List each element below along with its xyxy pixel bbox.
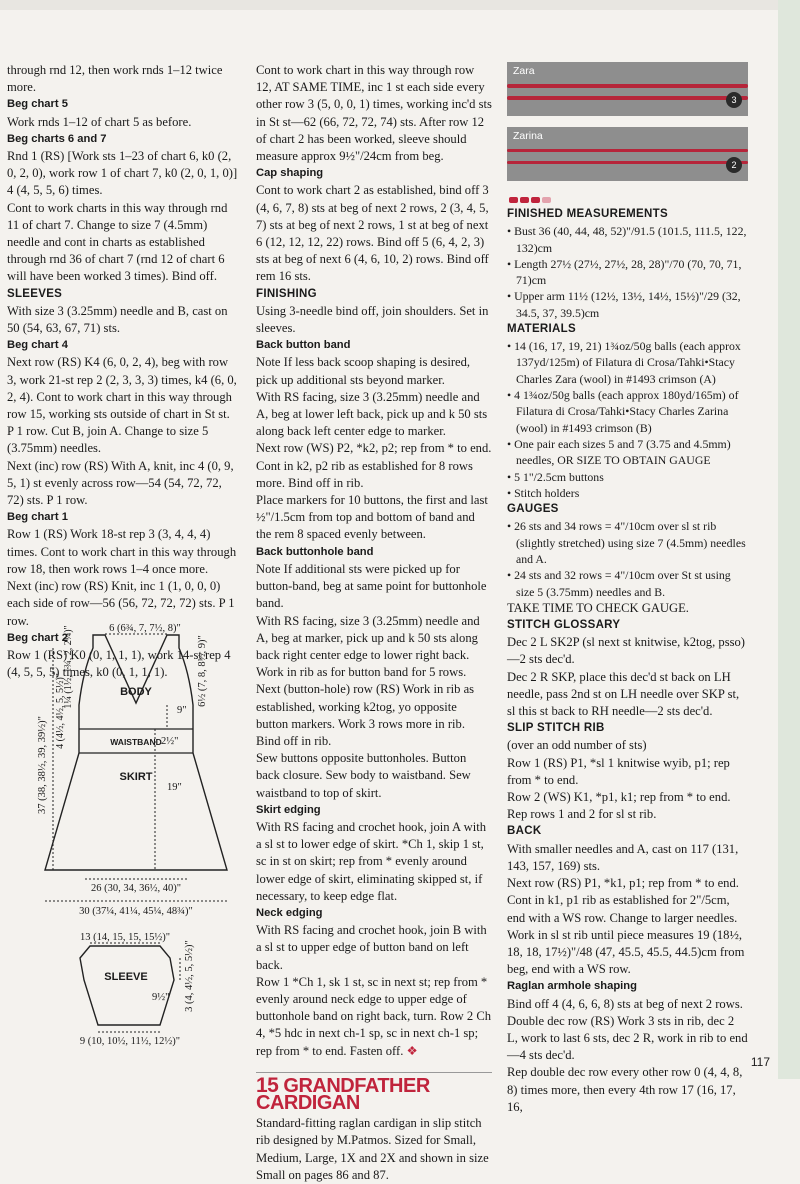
- top-edge: [0, 0, 800, 10]
- list-item: • 4 1¾oz/50g balls (each approx 180yd/165m) of Filatura di Crosa/Tahki•Stacy Charles Zarina (wool) in #1493 crimson (B): [507, 388, 739, 435]
- waist-width-label: 26 (30, 34, 36½, 40)": [90, 883, 182, 894]
- paragraph: Cont to work charts in this way through rnd 11 of chart 7. Change to size 7 (4.5mm) needle and cont in charts as established through rnd 36 of chart 7 (rnd 12 of chart 6 will have been worked 3 times). Bind off.: [7, 200, 228, 284]
- sleeve-top-label: 13 (14, 15, 15, 15½)": [79, 932, 171, 943]
- subheading: Neck edging: [256, 906, 323, 919]
- body-schematic: [5, 615, 245, 925]
- yarn-swatch-zarina: [507, 127, 748, 181]
- sleeve-cap-label: 3 (4, 4½, 5, 5½)": [184, 940, 195, 1012]
- paragraph: Row 2 (WS) K1, *p1, k1; rep from * to end.: [507, 790, 731, 805]
- sleeve-schematic: [60, 928, 240, 1048]
- end-mark: ❖: [406, 1043, 418, 1058]
- column-1: [7, 62, 239, 681]
- page-number: 117: [750, 1055, 770, 1069]
- yarn-weight-badge: 3: [726, 92, 742, 108]
- paragraph: With RS facing, size 3 (3.25mm) needle and A, beg at lower left back, pick up and k 50 sts along back left center edge to marker.: [256, 389, 488, 439]
- section-heading: STITCH GLOSSARY: [507, 619, 621, 632]
- paragraph: Note If additional sts were picked up for button-band, beg at same point for buttonhole band.: [256, 561, 487, 611]
- paragraph: Next row (RS) K4 (6, 0, 2, 4), beg with row 3, work 21-st rep 2 (2, 3, 3, 3) times, k4 (6, 0, 2, 4). Cont to work chart in this way through row 15, working sts outside of chart in St st. P 1 row. Cut B, join A. Change to size 5 (3.75mm) needles.: [7, 355, 237, 456]
- swatch-label: Zarina: [513, 130, 543, 142]
- paragraph: With size 3 (3.25mm) needle and B, cast on 50 (54, 63, 67, 71) sts.: [7, 303, 228, 336]
- neck-depth-label: 6½ (7, 8, 8½, 9)": [197, 635, 208, 707]
- yarn-weight-badge: 2: [726, 157, 742, 173]
- page-edge-strip: [778, 0, 800, 1079]
- paragraph: Double dec row (RS) Work 3 sts in rib, dec 2 L, work to last 6 sts, dec 2 R, work in rib to end—4 sts dec'd.: [507, 1013, 748, 1063]
- subheading: Beg chart 1: [7, 511, 68, 524]
- subheading: Cap shaping: [256, 167, 324, 180]
- paragraph: With RS facing and crochet hook, join B with a sl st to upper edge of button band on left back.: [256, 923, 487, 972]
- paragraph: Sew buttons opposite buttonholes. Button back closure. Sew body to waistband. Sew waistband to top of skirt.: [256, 751, 471, 800]
- list-item: • Stitch holders: [507, 485, 580, 500]
- list-item: • 14 (16, 17, 19, 21) 1¾oz/50g balls (each approx 137yd/125m) of Filatura di Crosa/Tahki•Stacy Charles Zara (wool) in #1493 crimson (A): [507, 339, 741, 386]
- skill-pip: [509, 197, 518, 203]
- pattern-title: [256, 1073, 492, 1114]
- list-item: • 26 sts and 34 rows = 4"/10cm over sl st rib (slightly stretched) using size 7 (4.5mm) needles and A.: [507, 519, 746, 566]
- yarn-swatch-zara: [507, 62, 748, 116]
- list-item: • Bust 36 (40, 44, 48, 52)"/91.5 (101.5, 111.5, 122, 132)cm: [507, 224, 747, 255]
- paragraph: With RS facing, size 3 (3.25mm) needle and A, beg at marker, pick up and k 50 sts along back right center edge to lower right back. Work in rib as for button band for 5 rows. Next (button-hole) row (RS) Work in rib as established, working k2tog, yo opposite button markers. Work 3 rows more in rib. Bind off in rib.: [256, 613, 480, 748]
- subheading: Beg chart 4: [7, 339, 68, 352]
- paragraph: Next row (WS) P2, *k2, p2; rep from * to end. Cont in k2, p2 rib as established for 8 rows more. Bind off in rib.: [256, 441, 492, 490]
- pattern-number: 15: [256, 1073, 279, 1097]
- list-item: • Upper arm 11½ (12½, 13½, 14½, 15½)"/29 (32, 34.5, 37, 39.5)cm: [507, 289, 741, 320]
- neck-edging-text: Row 1 *Ch 1, sk 1 st, sc in next st; rep from * evenly around neck edge to upper edge of buttonhole band on right back, turn. Row 2 Ch 4, *5 hdc in next ch-1 sp, sc in next ch-1 sp; rep from * to end. Fasten off.: [256, 974, 492, 1058]
- section-heading: BACK: [507, 825, 542, 838]
- shoulder-label: 1¼ (1½, 1¾, 2, 2¼)": [63, 625, 74, 709]
- paragraph: Row 1 (RS) Work 18-st rep 3 (3, 4, 4, 4) times. Cont to work chart in this way through row 18, then work rows 1–4 once more.: [7, 527, 237, 576]
- paragraph: With RS facing and crochet hook, join A with a sl st to lower edge of skirt. *Ch 1, skip 1 st, sc in st on skirt; rep from * evenly around lower edge of skirt, eliminating skipped st, if necessary, to keep edge flat.: [256, 819, 486, 903]
- paragraph: (over an odd number of sts): [507, 738, 647, 753]
- paragraph: Rnd 1 (RS) [Work sts 1–23 of chart 6, k0 (2, 0, 2, 0), work row 1 of chart 7, k0 (2, 0, 1, 0)] 4 (4, 5, 5, 6) times.: [7, 149, 238, 198]
- skill-pip: [520, 197, 529, 203]
- paragraph: Cont to work chart in this way through row 12, AT SAME TIME, inc 1 st each side every other row 3 (5, 0, 0, 1) times, working inc'd sts in St st—62 (66, 72, 72, 74) sts. After row 12 of chart 2 has been worked, sleeve should measure approx 9½"/24cm from beg.: [256, 63, 492, 164]
- section-heading: FINISHING: [256, 287, 317, 300]
- skill-pip: [542, 197, 551, 203]
- column-3: [507, 206, 748, 1116]
- list-item: • One pair each sizes 5 and 7 (3.75 and 4.5mm) needles, OR SIZE TO OBTAIN GAUGE: [507, 436, 731, 468]
- paragraph: Using 3-needle bind off, join shoulders. Set in sleeves.: [256, 303, 489, 336]
- paragraph: Dec 2 L SK2P (sl next st knitwise, k2tog, psso)—2 sts dec'd.: [507, 635, 745, 667]
- sleeve-length-label: 9½": [152, 992, 170, 1003]
- yarn-strand: [507, 149, 748, 152]
- yarn-strand: [507, 96, 748, 100]
- paragraph: Next (inc) row (RS) With A, knit, inc 4 (0, 9, 5, 1) st evenly across row—54 (54, 72, 72, 72) sts. P 1 row.: [7, 458, 234, 508]
- paragraph: With smaller needles and A, cast on 117 (131, 143, 157, 169) sts.: [507, 841, 739, 873]
- section-heading: MATERIALS: [507, 322, 576, 335]
- swatch-label: Zara: [513, 65, 535, 77]
- list-item: • Length 27½ (27½, 27½, 28, 28)"/70 (70, 70, 71, 71)cm: [507, 256, 742, 288]
- paragraph: Next (inc) row (RS) Knit, inc 1 (1, 0, 0, 0) each side of row—56 (56, 72, 72, 72) sts. P 1 row.: [7, 579, 235, 628]
- subheading: Raglan armhole shaping: [507, 980, 637, 993]
- schematic-body-label: BODY: [120, 686, 152, 698]
- paragraph: Next row (RS) P1, *k1, p1; rep from * to end.: [507, 876, 739, 891]
- paragraph: Rep rows 1 and 2 for sl st rib.: [507, 807, 657, 822]
- column-2: [256, 62, 492, 1184]
- subheading: Beg chart 5: [7, 98, 68, 111]
- neck-width-label: 6 (6¾, 7, 7½, 8)": [109, 623, 181, 634]
- section-heading: FINISHED MEASUREMENTS: [507, 208, 668, 220]
- paragraph: Dec 2 R SKP, place this dec'd st back on LH needle, pass 2nd st on LH needle over SKP st, sl this st back to RH needle—2 sts dec'd.: [507, 669, 740, 719]
- skill-pip: [531, 197, 540, 203]
- subheading: Beg chart 2: [7, 631, 68, 644]
- subheading: Back buttonhole band: [256, 545, 374, 558]
- body-length-label: 9": [177, 705, 187, 716]
- waistband-length-label: 2½": [161, 736, 179, 747]
- pattern-name: GRANDFATHER CARDIGAN: [256, 1074, 430, 1114]
- paragraph: Work rnds 1–12 of chart 5 as before.: [7, 114, 192, 129]
- section-heading: SLEEVES: [7, 287, 63, 300]
- divider: [256, 1072, 492, 1073]
- paragraph: Row 1 (RS) P1, *sl 1 knitwise wyib, p1; rep from * to end.: [507, 755, 730, 787]
- subheading: Beg charts 6 and 7: [7, 132, 107, 145]
- paragraph: through rnd 12, then work rnds 1–12 twice more.: [7, 63, 223, 95]
- paragraph: Place markers for 10 buttons, the first and last ½"/1.5cm from top and bottom of band and the rem 8 spaced evenly between.: [256, 493, 488, 542]
- paragraph: Cont in k1, p1 rib as established for 2"/5cm, end with a WS row. Change to larger needles.: [507, 893, 738, 925]
- subheading: Back button band: [256, 339, 351, 352]
- list-item: • 24 sts and 32 rows = 4"/10cm over St st using size 5 (3.75mm) needles and B.: [507, 568, 731, 599]
- yarn-strand: [507, 161, 748, 164]
- subheading: Skirt edging: [256, 803, 321, 816]
- total-length-label: 37 (38, 38½, 39, 39½)": [37, 716, 48, 814]
- paragraph: Row 1 (RS) K0 (0, 1, 1, 1), work 14-st rep 4 (4, 5, 5, 5) times, k0 (0, 1, 1, 1).: [7, 647, 231, 680]
- section-heading: GAUGES: [507, 503, 559, 516]
- armhole-depth-label: 4 (4½, 4½, 5, 5½)": [55, 673, 66, 749]
- list-item: • 5 1"/2.5cm buttons: [507, 469, 604, 484]
- section-heading: SLIP STITCH RIB: [507, 722, 605, 735]
- paragraph: Rep double dec row every other row 0 (4, 4, 8, 8) times more, then every 4th row 17 (16, 17, 16,: [507, 1065, 743, 1114]
- paragraph: Standard-fitting raglan cardigan in slip stitch rib designed by M.Patmos. Sized for Small, Medium, Large, 1X and 2X and shown in size Small on pages 86 and 87.: [256, 1116, 489, 1182]
- paragraph: [256, 974, 492, 1060]
- sleeve-cuff-label: 9 (10, 10½, 11½, 12½)": [79, 1036, 181, 1047]
- skirt-length-label: 19": [167, 782, 182, 793]
- paragraph: Cont to work chart 2 as established, bind off 3 (4, 6, 7, 8) sts at beg of next 2 rows, 2 (3, 4, 5, 7) sts at beg of next 2 rows, 1 st at beg of next 6 (12, 12, 12, 22) rows. Bind off 5 (6, 4, 2, 3) sts at beg of next 6 (4, 6, 10, 2) rows. Bind off rem 16 sts.: [256, 183, 489, 284]
- schematic-skirt-label: SKIRT: [119, 771, 153, 783]
- hem-width-label: 30 (37¼, 41¼, 45¼, 48¾)": [79, 906, 193, 917]
- paragraph: Bind off 4 (4, 6, 6, 8) sts at beg of next 2 rows.: [507, 996, 743, 1011]
- schematic-sleeve-label: SLEEVE: [104, 971, 148, 983]
- paragraph: Work in sl st rib until piece measures 19 (18½, 18, 18, 17½)"/48 (47, 45.5, 45.5, 44.5)cm from beg, end with a WS row.: [507, 927, 745, 977]
- schematic-waistband-label: WAISTBAND: [110, 737, 162, 747]
- paragraph: TAKE TIME TO CHECK GAUGE.: [507, 600, 689, 615]
- paragraph: Note If less back scoop shaping is desired, pick up additional sts beyond marker.: [256, 355, 471, 387]
- yarn-strand: [507, 84, 748, 88]
